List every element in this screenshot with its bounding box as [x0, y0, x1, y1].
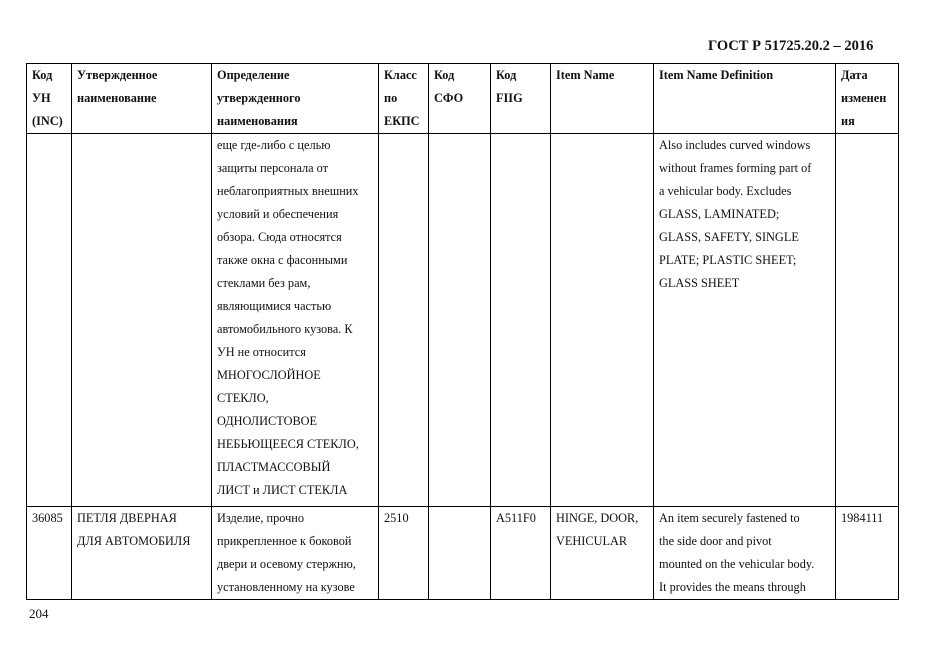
cell-approved-name: ПЕТЛЯ ДВЕРНАЯ ДЛЯ АВТОМОБИЛЯ	[72, 507, 212, 600]
col-header-definition: Определение утвержденного наименования	[212, 64, 379, 134]
col-header-inc: Код УН (INC)	[27, 64, 72, 134]
cell-change-date	[836, 134, 899, 507]
cell-class: 2510	[379, 507, 429, 600]
cell-class	[379, 134, 429, 507]
cell-approved-name	[72, 134, 212, 507]
cell-sfo	[429, 134, 491, 507]
col-header-approved-name: Утвержденное наименование	[72, 64, 212, 134]
col-header-change-date: Дата изменен ия	[836, 64, 899, 134]
col-header-class: Класс по ЕКПС	[379, 64, 429, 134]
col-header-sfo: Код СФО	[429, 64, 491, 134]
col-header-item-name-definition: Item Name Definition	[654, 64, 836, 134]
cell-fiig	[491, 134, 551, 507]
cell-item-name: HINGE, DOOR, VEHICULAR	[551, 507, 654, 600]
cell-sfo	[429, 507, 491, 600]
table-header-row	[27, 64, 899, 134]
cell-definition-en: An item securely fastened to the side door and pivot mounted on the vehicular body. It provides the means through	[654, 507, 836, 600]
table-row	[27, 134, 899, 507]
table-row	[27, 507, 899, 600]
col-header-item-name: Item Name	[551, 64, 654, 134]
cell-definition-ru: еще где-либо с целью защиты персонала от неблагоприятных внешних условий и обеспечения обзора. Сюда относятся также окна с фасонными стеклами без рам, являющимися частью автомобильного кузова. К УН не относится МНОГОСЛОЙНОЕ СТЕКЛО, ОДНОЛИСТОВОЕ НЕБЬЮЩЕЕСЯ СТЕКЛО, ПЛАСТМАССОВЫЙ ЛИСТ и ЛИСТ СТЕКЛА	[212, 134, 379, 507]
col-header-fiig: Код FIIG	[491, 64, 551, 134]
cell-fiig: A511F0	[491, 507, 551, 600]
document-title: ГОСТ Р 51725.20.2 – 2016	[708, 38, 874, 54]
cell-definition-ru: Изделие, прочно прикрепленное к боковой двери и осевому стержню, установленному на кузове	[212, 507, 379, 600]
data-table	[26, 63, 899, 600]
cell-definition-en: Also includes curved windows without frames forming part of a vehicular body. Excludes GLASS, LAMINATED; GLASS, SAFETY, SINGLE PLATE; PLASTIC SHEET; GLASS SHEET	[654, 134, 836, 507]
cell-change-date: 1984111	[836, 507, 899, 600]
cell-inc	[27, 134, 72, 507]
page-number: 204	[29, 606, 49, 621]
cell-item-name	[551, 134, 654, 507]
cell-inc: 36085	[27, 507, 72, 600]
